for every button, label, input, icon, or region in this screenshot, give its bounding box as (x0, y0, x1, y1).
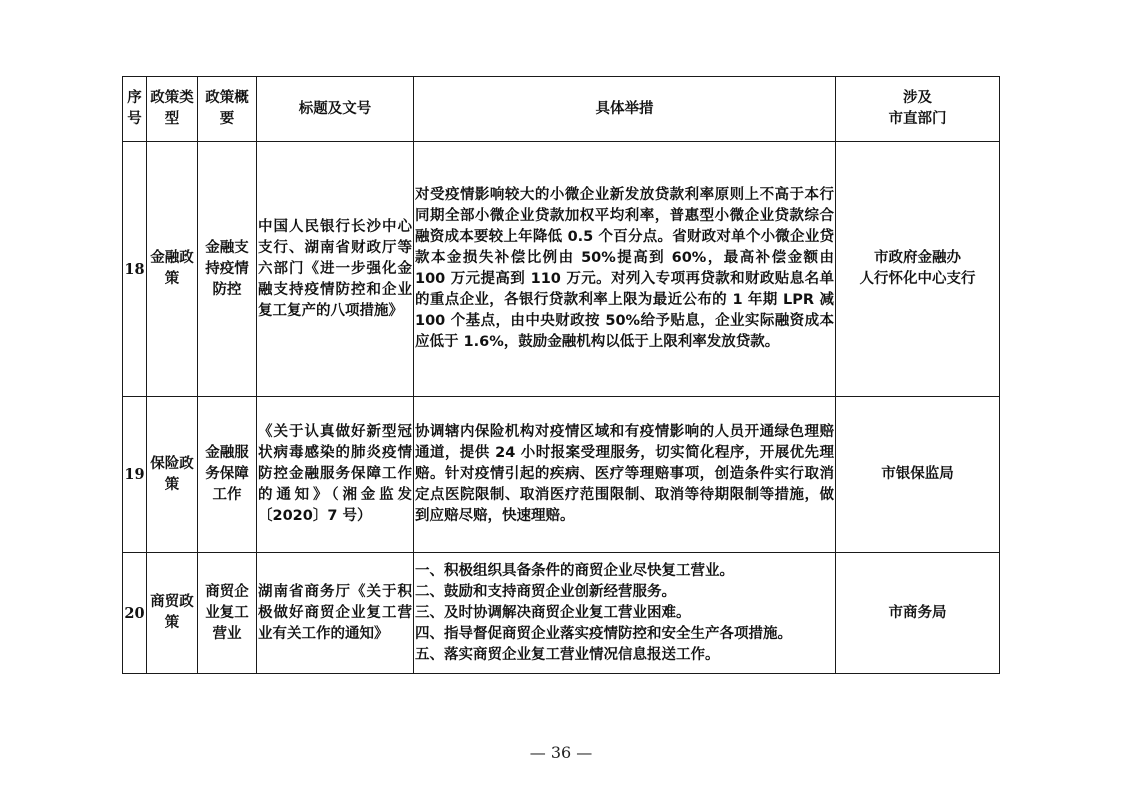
row-policy-type: 保险政策 (147, 397, 198, 553)
row-policy-summary: 商贸企业复工营业 (198, 553, 257, 674)
row-department-line1: 市银保监局 (881, 466, 954, 482)
measure-item: 二、鼓励和支持商贸企业创新经营服务。 (415, 583, 676, 600)
header-measures: 具体举措 (414, 77, 836, 142)
measure-item: 四、指导督促商贸企业落实疫情防控和安全生产各项措施。 (415, 625, 792, 642)
row-policy-summary: 金融服务保障工作 (198, 397, 257, 553)
row-measures (414, 553, 836, 674)
row-department-line2: 人行怀化中心支行 (859, 271, 976, 287)
header-policy-summary: 政策概要 (198, 77, 257, 142)
header-policy-type: 政策类型 (147, 77, 198, 142)
row-title: 湖南省商务厅《关于积极做好商贸企业复工营业有关工作的通知》 (257, 553, 414, 674)
header-department-line2: 市直部门 (888, 111, 947, 127)
row-department (836, 142, 1000, 397)
row-index: 18 (123, 142, 147, 397)
header-department-line1: 涉及 (903, 90, 932, 106)
policy-table (122, 76, 1000, 674)
row-department-line1: 市商务局 (888, 604, 947, 621)
header-row (123, 77, 1000, 142)
row-index: 20 (123, 553, 147, 674)
row-title: 《关于认真做好新型冠状病毒感染的肺炎疫情防控金融服务保障工作的通知》（湘金监发〔2020〕7 号） (257, 397, 414, 553)
row-policy-type: 金融政策 (147, 142, 198, 397)
row-measures: 对受疫情影响较大的小微企业新发放贷款利率原则上不高于本行同期全部小微企业贷款加权平均利率，普惠型小微企业贷款综合融资成本要较上年降低 0.5 个百分点。省财政对单个小微企业贷款本金损失补偿比例由 50%提高到 60%，最高补偿金额由 100 万元提高到 110 万元。对列入专项再贷款和财政贴息名单的重点企业，各银行贷款利率上限为最近公布的 1 年期 LPR 减 100 个基点，由中央财政按 50%给予贴息，企业实际融资成本应低于 1.6%，鼓励金融机构以低于上限利率发放贷款。 (414, 142, 836, 397)
row-department (836, 553, 1000, 674)
row-policy-summary: 金融支持疫情防控 (198, 142, 257, 397)
header-index: 序号 (123, 77, 147, 142)
table-row (123, 142, 1000, 397)
measure-item: 五、落实商贸企业复工营业情况信息报送工作。 (415, 646, 720, 663)
table-row (123, 397, 1000, 553)
header-department (836, 77, 1000, 142)
page-number: — 36 — (529, 743, 593, 762)
row-title: 中国人民银行长沙中心支行、湖南省财政厅等六部门《进一步强化金融支持疫情防控和企业复工复产的八项措施》 (257, 142, 414, 397)
table-row (123, 553, 1000, 674)
row-department (836, 397, 1000, 553)
header-title: 标题及文号 (257, 77, 414, 142)
row-index: 19 (123, 397, 147, 553)
measure-item: 三、及时协调解决商贸企业复工营业困难。 (415, 604, 691, 621)
row-policy-type: 商贸政策 (147, 553, 198, 674)
row-measures: 协调辖内保险机构对疫情区域和有疫情影响的人员开通绿色理赔通道，提供 24 小时报案受理服务，切实简化程序，开展优先理赔。针对疫情引起的疾病、医疗等理赔事项，创造条件实行取消定点医院限制、取消医疗范围限制、取消等待期限制等措施，做到应赔尽赔，快速理赔。 (414, 397, 836, 553)
row-department-line1: 市政府金融办 (874, 250, 961, 266)
measure-item: 一、积极组织具备条件的商贸企业尽快复工营业。 (415, 562, 734, 579)
